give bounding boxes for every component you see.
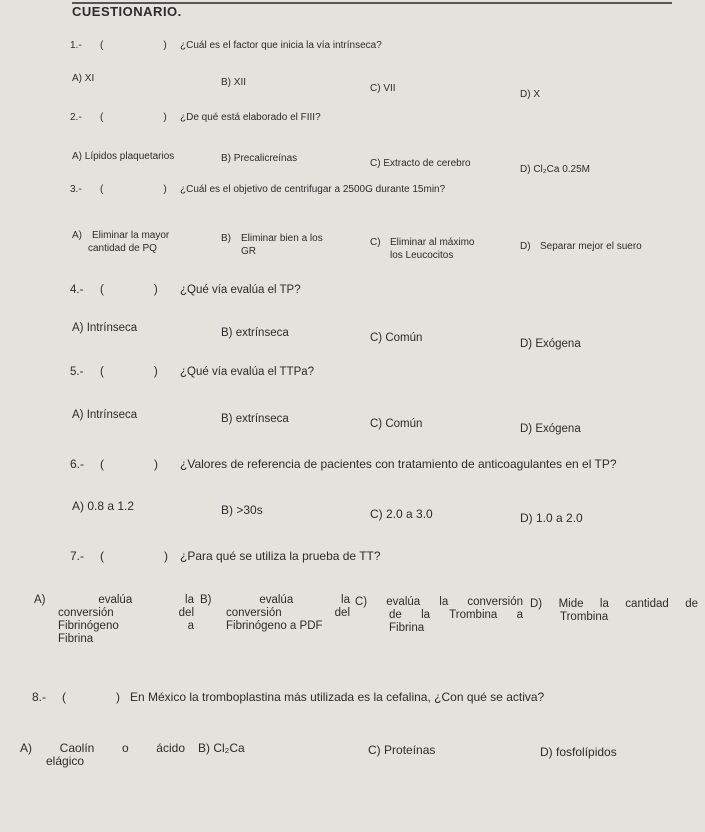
question-text: ¿Valores de referencia de pacientes con tratamiento de anticoagulantes en el TP? bbox=[180, 457, 617, 471]
question-1: 1.- ( ) ¿Cuál es el factor que inicia la vía intrínseca? bbox=[70, 40, 382, 51]
option-2a: A) Lípidos plaquetarios bbox=[72, 151, 175, 162]
option-4d: D) Exógena bbox=[520, 338, 581, 350]
question-text: ¿Cuál es el objetivo de centrifugar a 2500G durante 15min? bbox=[180, 184, 446, 195]
option-7d: D) Mide la cantidad de Trombina bbox=[530, 598, 699, 623]
option-6d: D) 1.0 a 2.0 bbox=[520, 511, 583, 525]
option-7a: A) evalúa la conversión del Fibrinógeno a Fibrina bbox=[34, 594, 194, 645]
option-3c: C) Eliminar al máximo los Leucocitos bbox=[370, 237, 475, 261]
option-1b: B) XII bbox=[221, 77, 247, 88]
question-text: ¿Qué vía evalúa el TP? bbox=[180, 284, 301, 296]
option-1d: D) X bbox=[520, 89, 540, 100]
option-3a: A) Eliminar la mayor cantidad de PQ bbox=[72, 230, 170, 254]
question-4: 4.- ( ) ¿Qué vía evalúa el TP? bbox=[70, 284, 301, 296]
page-title: CUESTIONARIO. bbox=[72, 4, 182, 19]
option-3b: B) Eliminar bien a los GR bbox=[221, 233, 323, 257]
option-1c: C) VII bbox=[370, 83, 396, 94]
option-8a: A) Caolín o ácido elágico bbox=[20, 741, 185, 768]
question-8: 8.- ( ) En México la tromboplastina más utilizada es la cefalina, ¿Con qué se activa? bbox=[32, 690, 545, 704]
option-2c: C) Extracto de cerebro bbox=[370, 158, 471, 169]
option-4b: B) extrínseca bbox=[221, 327, 289, 339]
option-4a: A) Intrínseca bbox=[72, 322, 138, 334]
option-4c: C) Común bbox=[370, 332, 423, 344]
option-3d: D) Separar mejor el suero bbox=[520, 241, 642, 252]
option-2b: B) Precalicreínas bbox=[221, 153, 298, 164]
question-5: 5.- ( ) ¿Qué vía evalúa el TTPa? bbox=[70, 366, 315, 378]
option-5b: B) extrínseca bbox=[221, 413, 289, 425]
question-text: ¿Para qué se utiliza la prueba de TT? bbox=[180, 549, 381, 563]
option-8b: B) Cl₂Ca bbox=[198, 741, 245, 755]
option-6b: B) >30s bbox=[221, 503, 263, 517]
option-8d: D) fosfolípidos bbox=[540, 745, 617, 759]
question-text: ¿Qué vía evalúa el TTPa? bbox=[180, 366, 315, 378]
option-2d: D) Cl₂Ca 0.25M bbox=[520, 164, 591, 175]
option-6a: A) 0.8 a 1.2 bbox=[72, 499, 135, 513]
option-5a: A) Intrínseca bbox=[72, 409, 138, 421]
option-7c: C) evalúa la conversión de la Trombina a Fibrina bbox=[355, 596, 523, 634]
question-text: En México la tromboplastina más utilizada es la cefalina, ¿Con qué se activa? bbox=[130, 690, 545, 704]
option-7b: B) evalúa la conversión del Fibrinógeno a PDF bbox=[200, 594, 350, 632]
question-3: 3.- ( ) ¿Cuál es el objetivo de centrifugar a 2500G durante 15min? bbox=[70, 184, 446, 195]
option-8c: C) Proteínas bbox=[368, 743, 436, 757]
option-6c: C) 2.0 a 3.0 bbox=[370, 507, 433, 521]
question-6: 6.- ( ) ¿Valores de referencia de pacientes con tratamiento de anticoagulantes en el TP? bbox=[70, 457, 617, 471]
question-text: ¿De qué está elaborado el FIII? bbox=[180, 112, 321, 123]
option-5c: C) Común bbox=[370, 418, 423, 430]
question-2: 2.- ( ) ¿De qué está elaborado el FIII? bbox=[70, 112, 321, 123]
question-7: 7.- ( ) ¿Para qué se utiliza la prueba de TT? bbox=[70, 549, 381, 563]
option-1a: A) XI bbox=[72, 73, 95, 84]
option-5d: D) Exógena bbox=[520, 423, 581, 435]
question-text: ¿Cuál es el factor que inicia la vía intrínseca? bbox=[180, 40, 382, 51]
